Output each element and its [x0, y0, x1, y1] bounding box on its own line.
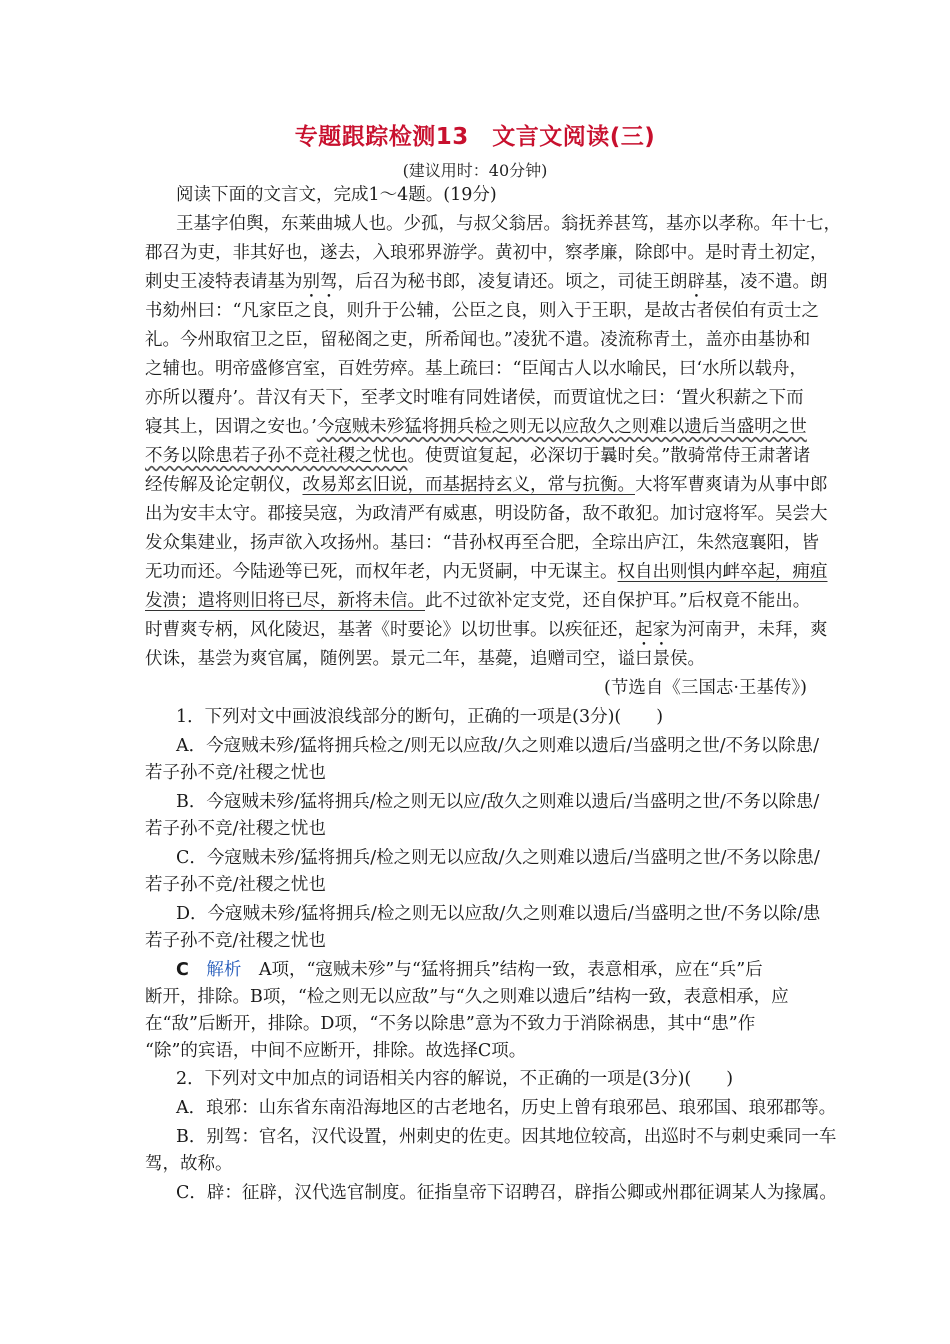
passage-line: 亦所以覆舟’。昔汉有天下，至孝文时唯有同姓诸侯，而贾谊忧之曰：‘置火积薪之下而: [145, 388, 804, 408]
page-title: 专题跟踪检测13 文言文阅读(三): [294, 124, 656, 150]
q2-option-b: B．别驾：官名，汉代设置，州刺史的佐吏。因其地位较高，出巡时不与刺史乘同一车: [176, 1127, 837, 1147]
dotted-term-qijia: 起家: [635, 620, 670, 640]
passage-line: [145, 588, 811, 614]
passage-line: 出为安丰太守。郡接吴寇，为政清严有威惠，明设防备，敌不敢犯。加讨寇将军。吴尝大: [145, 504, 828, 524]
question-1-stem: 1．下列对文中画波浪线部分的断句，正确的一项是(3分)( ): [176, 707, 664, 727]
passage-line: 之辅也。明帝盛修宫室，百姓劳瘁。基上疏曰：“臣闻古人以水喻民，曰‘水所以载舟，: [145, 359, 808, 379]
source-citation: (节选自《三国志·王基传》): [604, 678, 807, 698]
q1-option-b-cont: 若子孙不竞/社稷之忧也: [145, 819, 326, 839]
passage-line: 书劾州曰：“凡家臣之良，则升于公辅，公臣之良，则入于王职，是故古者侯伯有贡士之: [145, 301, 819, 321]
passage-line: 发众集建业，扬声欲入攻扬州。基曰：“昔孙权再至合肥，全琮出庐江，朱然寇襄阳，皆: [145, 533, 819, 553]
passage-line: 伏诛，基尝为爽官属，随例罢。景元二年，基薨，追赠司空，谥曰景侯。: [145, 649, 705, 669]
q1-explanation-line: “除”的宾语，中间不应断开，排除。故选择C项。: [145, 1041, 527, 1061]
passage-line: 王基字伯舆，东莱曲城人也。少孤，与叔父翁居。翁抚养甚笃，基亦以孝称。年十七，: [176, 214, 841, 234]
explanation-label: 解析: [206, 960, 242, 980]
passage-text: 寝其上，因谓之安也。’: [145, 417, 317, 437]
q1-explanation-line: 断开，排除。B项，“检之则无以应敌”与“久之则难以遗后”结构一致，表意相承，应: [145, 987, 789, 1007]
time-note: (建议用时：40分钟): [402, 161, 548, 180]
underlined-sentence: 发溃；遣将则旧将已尽，新将未信。: [145, 591, 425, 611]
dotted-term-biejia: 别驾: [302, 272, 338, 292]
wavy-underlined-text: 不务以除患若子孙不竞社稷之忧也: [145, 446, 408, 466]
passage-text: 刺史王凌特表请基为: [145, 272, 303, 292]
q1-option-b: B．今寇贼未殄/猛将拥兵/检之则无以应/敌久之则难以遗后/当盛明之世/不务以除患/: [176, 792, 820, 812]
passage-line: [145, 472, 828, 498]
underlined-sentence: 改易郑玄旧说，而基据持玄义，常与抗衡。: [302, 475, 635, 495]
passage-text: 基，凌不遣。朗: [705, 272, 828, 292]
q1-option-c-cont: 若子孙不竞/社稷之忧也: [145, 875, 326, 895]
q1-option-a: A．今寇贼未殄/猛将拥兵检之/则无以应敌/久之则难以遗后/当盛明之世/不务以除患/: [176, 736, 820, 756]
passage-text: 大将军曹爽请为从事中郎: [635, 475, 828, 495]
q1-option-a-cont: 若子孙不竞/社稷之忧也: [145, 763, 326, 783]
q2-option-b-cont: 驾，故称。: [145, 1154, 233, 1174]
passage-line: [145, 443, 811, 469]
passage-text: 经传解及论定朝仪，: [145, 475, 303, 495]
passage-text: ，后召为秘书郎，凌复请还。顷之，司徒王朗: [337, 272, 688, 292]
q1-option-d: D．今寇贼未殄/猛将拥兵/检之则无以应敌/久之则难以遗后/当盛明之世/不务以除/患: [176, 904, 821, 924]
passage-line: [145, 559, 828, 585]
q1-explanation-line: 在“敌”后断开，排除。D项，“不务以除患”意为不致力于消除祸患，其中“患”作: [145, 1014, 756, 1034]
question-2-stem: 2．下列对文中加点的词语相关内容的解说，不正确的一项是(3分)( ): [176, 1069, 734, 1089]
q2-option-a: A．琅邪：山东省东南沿海地区的古老地名，历史上曾有琅邪邑、琅邪国、琅邪郡等。: [176, 1098, 837, 1118]
passage-line: [145, 414, 807, 440]
wavy-underlined-text: 今寇贼未殄猛将拥兵检之则无以应敌久之则难以遗后当盛明之世: [316, 417, 807, 437]
passage-line: 礼。今州取宿卫之臣，留秘阁之吏，所希闻也。”凌犹不遣。凌流称青土，盖亦由基协和: [145, 330, 811, 350]
dotted-term-bi: 辟: [687, 272, 705, 292]
q1-option-c: C．今寇贼未殄/猛将拥兵/检之则无以应敌/久之则难以遗后/当盛明之世/不务以除患/: [176, 848, 820, 868]
passage-text: 此不过欲补定支党，还自保护耳。”后权竟不能出。: [425, 591, 811, 611]
q1-explanation: [176, 957, 807, 983]
passage-text: 无功而还。今陆逊等已死，而权年老，内无贤嗣，中无谋主。: [145, 562, 618, 582]
explanation-text: A项，“寇贼未殄”与“猛将拥兵”结构一致，表意相承，应在“兵”后: [258, 960, 763, 980]
passage-text: 时曹爽专柄，风化陵迟，基著《时要论》以切世事。以疾征还，: [145, 620, 635, 640]
instruction: 阅读下面的文言文，完成1～4题。(19分): [176, 185, 497, 205]
passage-text: 。使贾谊复起，必深切于曩时矣。”散骑常侍王肃著诸: [407, 446, 811, 466]
q2-option-c: C．辟：征辟，汉代选官制度。征指皇帝下诏聘召，辟指公卿或州郡征调某人为掾属。: [176, 1183, 837, 1203]
q1-option-d-cont: 若子孙不竞/社稷之忧也: [145, 931, 326, 951]
passage-line: 郡召为吏，非其好也，遂去，入琅邪界游学。黄初中，察孝廉，除郎中。是时青土初定，: [145, 243, 828, 263]
q1-answer: C: [176, 960, 189, 980]
underlined-sentence: 权自出则惧内衅卒起，痈疽: [617, 562, 828, 582]
passage-text: 为河南尹，未拜，爽: [670, 620, 828, 640]
